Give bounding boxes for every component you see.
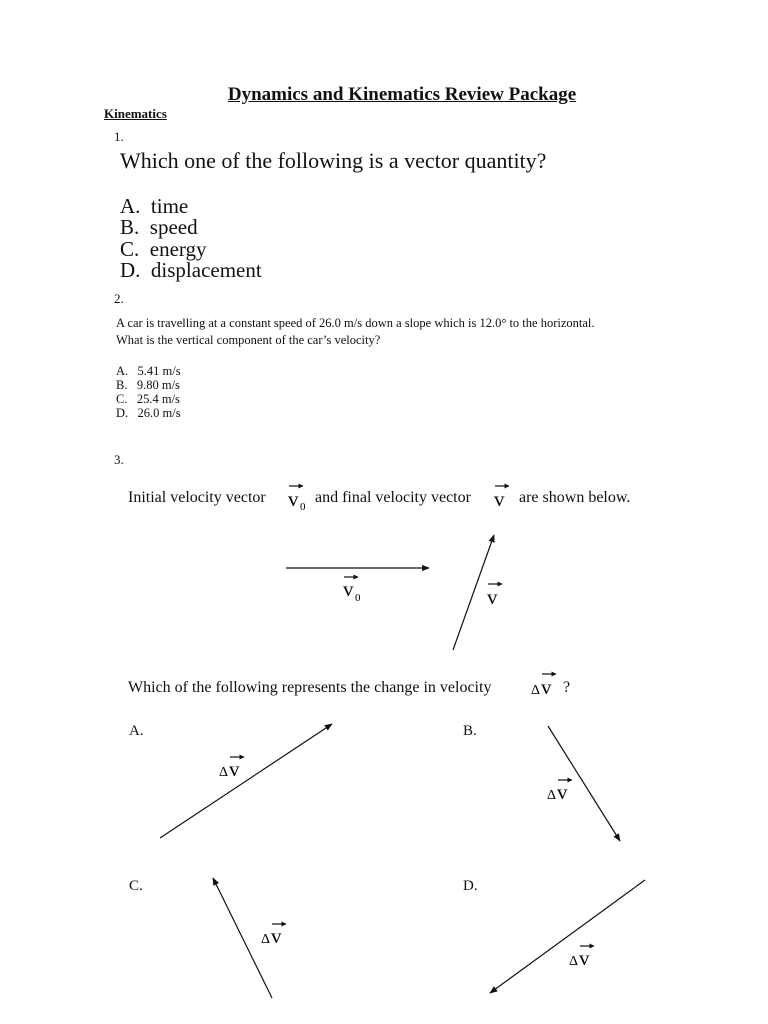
question-3-intro-part2: and final velocity vector (315, 489, 471, 506)
document-title: Dynamics and Kinematics Review Package (227, 84, 577, 105)
question-3-question-end: ? (563, 679, 571, 696)
q3-option-a-label[interactable]: A. (129, 723, 144, 739)
v-symbol: v (229, 757, 240, 781)
v0-symbol-inline (288, 486, 306, 513)
q1-option-text: displacement (150, 258, 262, 282)
q2-option-letter: B. (116, 378, 128, 392)
delta-symbol: Δ (547, 788, 557, 803)
option-b-delta-v-label (547, 780, 572, 804)
option-c-delta-v-label (261, 924, 286, 948)
q3-option-c-label[interactable]: C. (129, 878, 143, 894)
v0-label (343, 577, 361, 604)
subscript-zero: 0 (300, 501, 306, 513)
question-3-intro-part3: are shown below. (519, 489, 631, 506)
delta-symbol: Δ (219, 765, 229, 780)
q3-option-b-label[interactable]: B. (463, 723, 477, 739)
q2-option-text: 5.41 m/s (137, 364, 181, 378)
q1-option-letter: C. (120, 237, 140, 261)
question-1-number: 1. (114, 129, 124, 144)
q1-option-letter: D. (120, 258, 141, 282)
q2-option-text: 9.80 m/s (136, 378, 180, 392)
q1-option-letter: B. (120, 215, 140, 239)
question-2-prompt-line1: A car is travelling at a constant speed of 26.0 m/s down a slope which is 12.0° to the horizontal. (116, 316, 595, 330)
question-2-number: 2. (114, 291, 124, 306)
option-d-vector (490, 880, 645, 993)
delta-symbol: Δ (569, 954, 579, 969)
v-symbol: v (343, 577, 354, 601)
q2-option-text: 26.0 m/s (137, 406, 181, 420)
delta-symbol: Δ (261, 932, 271, 947)
v-symbol: v (271, 924, 282, 948)
v-label (487, 584, 502, 609)
v-symbol: v (288, 487, 299, 511)
question-2-prompt-line2: What is the vertical component of the car’s velocity? (116, 333, 381, 347)
q2-option-letter: D. (116, 406, 129, 420)
question-3-number: 3. (114, 452, 124, 467)
question-3-intro-part1: Initial velocity vector (128, 489, 266, 506)
delta-v-symbol-inline (531, 674, 556, 699)
v-symbol-inline (494, 486, 509, 511)
v-symbol: v (541, 675, 552, 699)
q1-option-text: speed (149, 215, 198, 239)
delta-symbol: Δ (531, 683, 541, 698)
v-symbol: v (494, 487, 505, 511)
option-a-vector (160, 724, 332, 838)
q2-option-text: 25.4 m/s (136, 392, 180, 406)
v-symbol: v (487, 585, 498, 609)
v-symbol: v (579, 946, 590, 970)
section-heading: Kinematics (104, 106, 167, 121)
subscript-zero: 0 (355, 592, 361, 604)
q3-option-d-label[interactable]: D. (463, 878, 478, 894)
v-symbol: v (557, 780, 568, 804)
q1-option-text: energy (149, 237, 207, 261)
q2-option-letter: A. (116, 364, 129, 378)
question-3-question: Which of the following represents the change in velocity (128, 679, 492, 696)
q1-option-letter: A. (120, 194, 141, 218)
option-d-delta-v-label (569, 946, 594, 970)
question-1-prompt: Which one of the following is a vector quantity? (120, 148, 547, 173)
q1-option-text: time (150, 194, 189, 218)
q2-option-letter: C. (116, 392, 128, 406)
option-a-delta-v-label (219, 757, 244, 781)
